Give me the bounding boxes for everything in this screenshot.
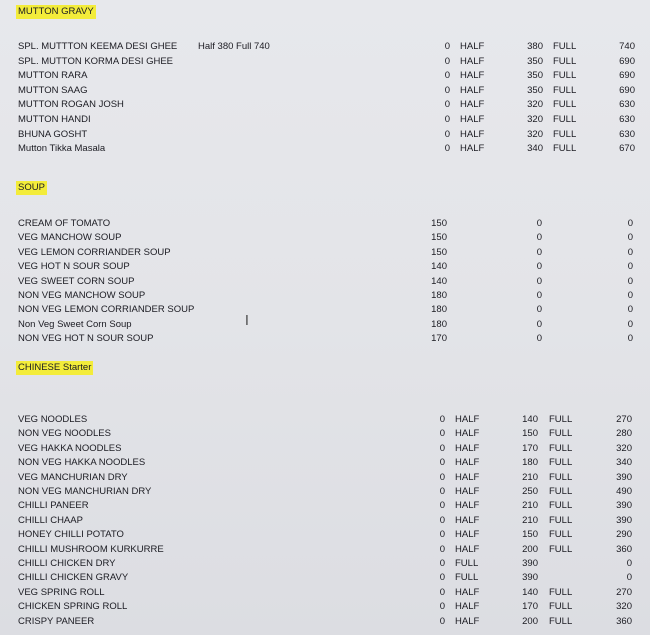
price-value: 0	[627, 276, 633, 287]
portion-label: HALF	[455, 486, 480, 497]
price-value: 210	[522, 472, 538, 483]
price-value: 0	[536, 261, 542, 272]
menu-row	[0, 557, 650, 571]
menu-row	[0, 442, 650, 456]
price-value: 0	[627, 319, 633, 330]
portion-label: HALF	[455, 443, 480, 454]
price-value: 390	[616, 500, 632, 511]
price-value: 150	[431, 218, 447, 229]
price-value: 170	[431, 333, 447, 344]
portion-label: HALF	[460, 70, 485, 81]
item-name: CHILLI MUSHROOM KURKURRE	[18, 544, 164, 555]
price-value: 0	[444, 143, 450, 154]
portion-label: FULL	[553, 99, 577, 110]
price-value: 630	[619, 99, 635, 110]
item-name: BHUNA GOSHT	[18, 129, 88, 140]
price-value: 0	[627, 247, 633, 258]
price-value: 180	[522, 457, 538, 468]
item-name: Non Veg Sweet Corn Soup	[18, 319, 132, 330]
portion-label: FULL	[549, 601, 573, 612]
price-value: 280	[616, 428, 632, 439]
price-value: 740	[619, 41, 635, 52]
price-value: 320	[527, 114, 543, 125]
price-value: 0	[444, 99, 450, 110]
price-value: 0	[536, 333, 542, 344]
menu-row	[0, 499, 650, 513]
menu-row	[0, 571, 650, 585]
price-value: 0	[439, 572, 445, 583]
price-value: 200	[522, 616, 538, 627]
menu-row	[0, 318, 650, 332]
portion-label: FULL	[549, 500, 573, 511]
price-value: 340	[527, 143, 543, 154]
price-value: 320	[527, 129, 543, 140]
menu-row	[0, 98, 650, 112]
portion-label: FULL	[553, 70, 577, 81]
item-name: MUTTON SAAG	[18, 85, 88, 96]
price-value: 630	[619, 129, 635, 140]
portion-label: FULL	[549, 529, 573, 540]
price-value: 200	[522, 544, 538, 555]
menu-row	[0, 615, 650, 629]
price-value: 320	[616, 443, 632, 454]
price-value: 350	[527, 56, 543, 67]
item-name: CRISPY PANEER	[18, 616, 95, 627]
section-title: MUTTON GRAVY	[18, 6, 94, 17]
menu-row	[0, 40, 650, 54]
price-value: 0	[627, 261, 633, 272]
price-value: 170	[522, 601, 538, 612]
price-value: 150	[431, 247, 447, 258]
price-value: 0	[536, 319, 542, 330]
portion-label: HALF	[455, 544, 480, 555]
portion-label: FULL	[549, 544, 573, 555]
price-value: 0	[444, 41, 450, 52]
portion-label: FULL	[553, 114, 577, 125]
menu-row	[0, 485, 650, 499]
price-value: 0	[444, 70, 450, 81]
portion-label: FULL	[455, 558, 479, 569]
portion-label: FULL	[549, 587, 573, 598]
menu-row	[0, 142, 650, 156]
menu-row	[0, 260, 650, 274]
price-value: 150	[522, 529, 538, 540]
menu-row	[0, 113, 650, 127]
portion-label: HALF	[455, 472, 480, 483]
price-value: 0	[626, 572, 632, 583]
price-value: 0	[439, 587, 445, 598]
portion-label: HALF	[455, 500, 480, 511]
price-value: 690	[619, 70, 635, 81]
item-name: CREAM OF TOMATO	[18, 218, 111, 229]
portion-label: FULL	[549, 414, 573, 425]
price-value: 390	[522, 558, 538, 569]
price-value: 290	[616, 529, 632, 540]
menu-row	[0, 275, 650, 289]
menu-row	[0, 413, 650, 427]
section-title: CHINESE Starter	[18, 362, 92, 373]
price-value: 0	[439, 443, 445, 454]
price-value: 150	[431, 232, 447, 243]
price-value: 0	[439, 414, 445, 425]
price-value: 0	[439, 457, 445, 468]
portion-label: HALF	[455, 587, 480, 598]
portion-label: FULL	[549, 472, 573, 483]
portion-label: FULL	[455, 572, 479, 583]
price-value: 180	[431, 304, 447, 315]
price-value: 180	[431, 319, 447, 330]
price-value: 690	[619, 85, 635, 96]
price-value: 0	[439, 601, 445, 612]
price-value: 140	[522, 414, 538, 425]
portion-label: FULL	[553, 85, 577, 96]
portion-label: FULL	[549, 616, 573, 627]
price-value: 0	[444, 129, 450, 140]
price-value: 210	[522, 515, 538, 526]
price-value: 350	[527, 85, 543, 96]
price-value: 0	[439, 558, 445, 569]
price-value: 390	[616, 515, 632, 526]
portion-label: HALF	[460, 99, 485, 110]
price-value: 320	[527, 99, 543, 110]
price-value: 0	[439, 500, 445, 511]
price-value: 390	[522, 572, 538, 583]
price-value: 490	[616, 486, 632, 497]
menu-row	[0, 332, 650, 346]
portion-label: FULL	[549, 428, 573, 439]
price-value: 140	[431, 276, 447, 287]
price-value: 670	[619, 143, 635, 154]
portion-label: HALF	[460, 56, 485, 67]
portion-label: FULL	[553, 143, 577, 154]
item-name: NON VEG HAKKA NOODLES	[18, 457, 146, 468]
price-value: 150	[522, 428, 538, 439]
menu-row	[0, 246, 650, 260]
price-value: 390	[616, 472, 632, 483]
item-name: MUTTON RARA	[18, 70, 88, 81]
price-value: 0	[536, 290, 542, 301]
portion-label: FULL	[549, 443, 573, 454]
portion-label: HALF	[460, 129, 485, 140]
price-value: 690	[619, 56, 635, 67]
item-name: CHILLI PANEER	[18, 500, 89, 511]
price-value: 0	[439, 529, 445, 540]
price-value: 270	[616, 587, 632, 598]
price-value: 630	[619, 114, 635, 125]
price-value: 0	[536, 232, 542, 243]
item-name: NON VEG NOODLES	[18, 428, 111, 439]
menu-row	[0, 289, 650, 303]
price-value: 0	[626, 558, 632, 569]
portion-label: FULL	[553, 129, 577, 140]
portion-label: HALF	[460, 143, 485, 154]
price-value: 0	[627, 333, 633, 344]
item-name: NON VEG LEMON CORRIANDER SOUP	[18, 304, 195, 315]
menu-row	[0, 84, 650, 98]
portion-label: HALF	[460, 41, 485, 52]
menu-row	[0, 514, 650, 528]
section-title: SOUP	[18, 182, 45, 193]
price-value: 0	[444, 56, 450, 67]
item-name: MUTTON HANDI	[18, 114, 91, 125]
portion-label: HALF	[460, 114, 485, 125]
portion-label: FULL	[553, 41, 577, 52]
price-value: 0	[627, 232, 633, 243]
item-name: VEG HAKKA NOODLES	[18, 443, 122, 454]
menu-row	[0, 600, 650, 614]
price-value: 0	[536, 276, 542, 287]
item-name: CHILLI CHICKEN GRAVY	[18, 572, 129, 583]
price-value: 0	[536, 304, 542, 315]
item-name: VEG LEMON CORRIANDER SOUP	[18, 247, 171, 258]
menu-row	[0, 456, 650, 470]
menu-row	[0, 231, 650, 245]
price-value: 0	[439, 472, 445, 483]
price-value: 320	[616, 601, 632, 612]
price-value: 180	[431, 290, 447, 301]
item-name: NON VEG HOT N SOUR SOUP	[18, 333, 154, 344]
menu-row	[0, 217, 650, 231]
portion-label: HALF	[455, 457, 480, 468]
price-value: 0	[439, 428, 445, 439]
item-name: VEG MANCHOW SOUP	[18, 232, 122, 243]
item-name: HONEY CHILLI POTATO	[18, 529, 124, 540]
item-name: CHILLI CHAAP	[18, 515, 83, 526]
menu-row	[0, 55, 650, 69]
price-value: 0	[536, 218, 542, 229]
menu-row	[0, 543, 650, 557]
menu-row	[0, 528, 650, 542]
price-value: 250	[522, 486, 538, 497]
item-name: VEG NOODLES	[18, 414, 88, 425]
price-value: 0	[444, 85, 450, 96]
price-value: 340	[616, 457, 632, 468]
price-value: 270	[616, 414, 632, 425]
item-note: Half 380 Full 740	[198, 41, 270, 52]
item-name: VEG SPRING ROLL	[18, 587, 105, 598]
price-value: 0	[439, 616, 445, 627]
price-value: 0	[627, 218, 633, 229]
price-value: 0	[439, 486, 445, 497]
price-value: 350	[527, 70, 543, 81]
item-name: VEG HOT N SOUR SOUP	[18, 261, 130, 272]
portion-label: HALF	[455, 616, 480, 627]
menu-row	[0, 427, 650, 441]
item-name: NON VEG MANCHOW SOUP	[18, 290, 146, 301]
menu-row	[0, 128, 650, 142]
item-name: VEG MANCHURIAN DRY	[18, 472, 128, 483]
price-value: 0	[439, 544, 445, 555]
portion-label: HALF	[455, 428, 480, 439]
price-value: 210	[522, 500, 538, 511]
price-value: 0	[444, 114, 450, 125]
price-value: 0	[627, 290, 633, 301]
price-value: 360	[616, 616, 632, 627]
portion-label: FULL	[549, 486, 573, 497]
portion-label: FULL	[553, 56, 577, 67]
text-cursor-icon: I	[245, 314, 249, 329]
item-name: NON VEG MANCHURIAN DRY	[18, 486, 152, 497]
price-value: 140	[522, 587, 538, 598]
price-value: 0	[439, 515, 445, 526]
menu-row	[0, 303, 650, 317]
item-name: CHILLI CHICKEN DRY	[18, 558, 116, 569]
price-value: 0	[627, 304, 633, 315]
price-value: 380	[527, 41, 543, 52]
item-name: Mutton Tikka Masala	[18, 143, 106, 154]
item-name: SPL. MUTTTON KEEMA DESI GHEE	[18, 41, 178, 52]
portion-label: HALF	[455, 529, 480, 540]
item-name: CHICKEN SPRING ROLL	[18, 601, 128, 612]
menu-row	[0, 69, 650, 83]
item-name: MUTTON ROGAN JOSH	[18, 99, 124, 110]
menu-row	[0, 586, 650, 600]
item-name: SPL. MUTTON KORMA DESI GHEE	[18, 56, 174, 67]
price-value: 170	[522, 443, 538, 454]
menu-row	[0, 471, 650, 485]
portion-label: HALF	[455, 414, 480, 425]
portion-label: HALF	[455, 515, 480, 526]
item-name: VEG SWEET CORN SOUP	[18, 276, 135, 287]
portion-label: FULL	[549, 457, 573, 468]
portion-label: HALF	[455, 601, 480, 612]
price-value: 0	[536, 247, 542, 258]
portion-label: HALF	[460, 85, 485, 96]
price-value: 140	[431, 261, 447, 272]
portion-label: FULL	[549, 515, 573, 526]
price-value: 360	[616, 544, 632, 555]
